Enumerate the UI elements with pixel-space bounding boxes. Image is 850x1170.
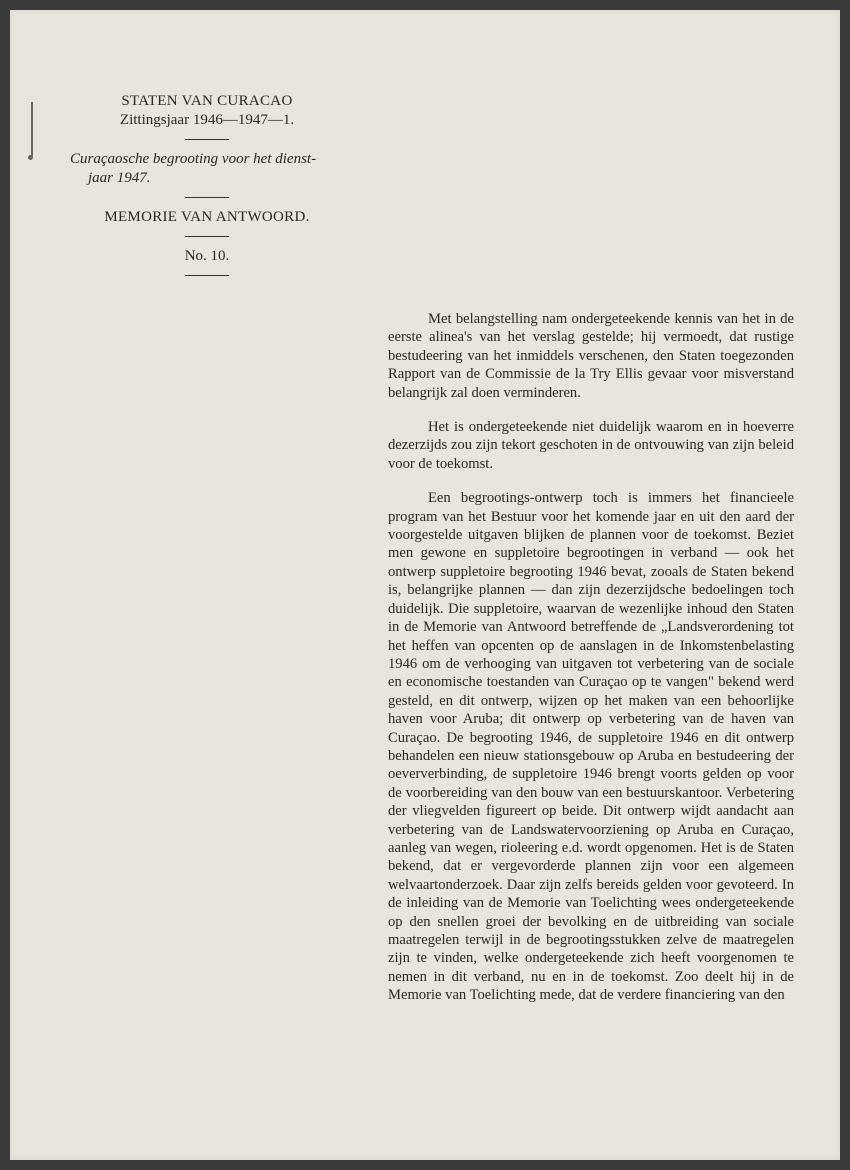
assembly-title: STATEN VAN CURACAO xyxy=(121,93,293,109)
document-page xyxy=(10,10,840,1160)
paragraph: Een begrootings-ontwerp toch is immers het financieele program van het Bestuur voor het komende jaar en uit den aard der voorgestelde uitgaven blijken de plannen voor de toekomst. Beziet men gewone en suppletoire begrootingen in verband — ook het ontwerp suppletoire begrooting 1946 bevat, zooals de Staten bekend is, belangrijke plannen — dan zijn dezerzijdsche bedoelingen toch duidelijk. Die suppletoire, waarvan de wezenlijke inhoud den Staten in de Memorie van Antwoord betreffende de „Landsverordening tot het heffen van opcenten op de aanslagen in de Inkomstenbelasting 1946 om de verhooging van uitgaven tot verbetering van de sociale en economische toestanden van Curaçao op te vangen" bekend werd gesteld, en dit ontwerp, wijzen op het maken van een behoorlijke haven voor Aruba; dit ontwerp op verbetering van de haven van Curaçao. De begrooting 1946, de suppletoire 1946 en dit ontwerp behandelen een nieuw stationsgebouw op Aruba en bestudeering der oeververbinding, de suppletoire 1946 brengt voorts gelden op voor de voorbereiding van den bouw van een bestuurskantoor. Verbetering der vliegvelden figureert op beide. Dit ontwerp wijdt aandacht aan verbetering van de Landswatervoorziening op Aruba en Curaçao, aanleg van wegen, rioleering e.d. wordt opgenomen. Het is de Staten bekend, dat er vergevorderde plannen zijn voor een algemeen welvaartonderzoek. Daar zijn zelfs bereids gelden voor gevoteerd. In de inleiding van de Memorie van Toelichting wees ondergeteekende op den snellen groei der bevolking en de uitbreiding van sociale maatregelen terwijl in de begrootingsstukken zelve de maatregelen zijn te vinden, welke ondergeteekende zich heeft voorgenomen te nemen in dit verband, nu en in de toekomst. Zoo deelt hij in de Memorie van Toelichting mede, dat de verdere financiering van den xyxy=(388,490,794,1004)
paragraph: Het is ondergeteekende niet duidelijk waarom en in hoeverre dezerzijds zou zijn tekort geschoten in de ontvouwing van zijn beleid voor de toekomst. xyxy=(388,419,794,472)
header-rule xyxy=(185,236,229,237)
header-rule xyxy=(185,197,229,198)
subject-line xyxy=(70,150,352,188)
document-header xyxy=(62,92,352,286)
paragraph: Met belangstelling nam ondergeteekende kennis van het in de eerste alinea's van het verslag gestelde; hij vermoedt, dat rustige bestudeering van het inmiddels verschenen, den Staten toegezonden Rapport van de Commissie de la Try Ellis gevaar voor misverstand belangrijk zal doen verminderen. xyxy=(388,311,794,401)
header-rule xyxy=(185,139,229,140)
binding-mark xyxy=(31,102,33,157)
document-type: MEMORIE VAN ANTWOORD. xyxy=(104,209,310,225)
body-text xyxy=(388,310,794,1021)
document-number: No. 10. xyxy=(184,248,230,264)
binding-hole xyxy=(28,155,33,160)
session-line: Zittingsjaar 1946—1947—1. xyxy=(119,112,295,128)
subject-line-1: Curaçaosche begrooting voor het dienst- xyxy=(70,151,317,167)
header-rule xyxy=(185,275,229,276)
subject-line-2: jaar 1947. xyxy=(88,170,151,186)
